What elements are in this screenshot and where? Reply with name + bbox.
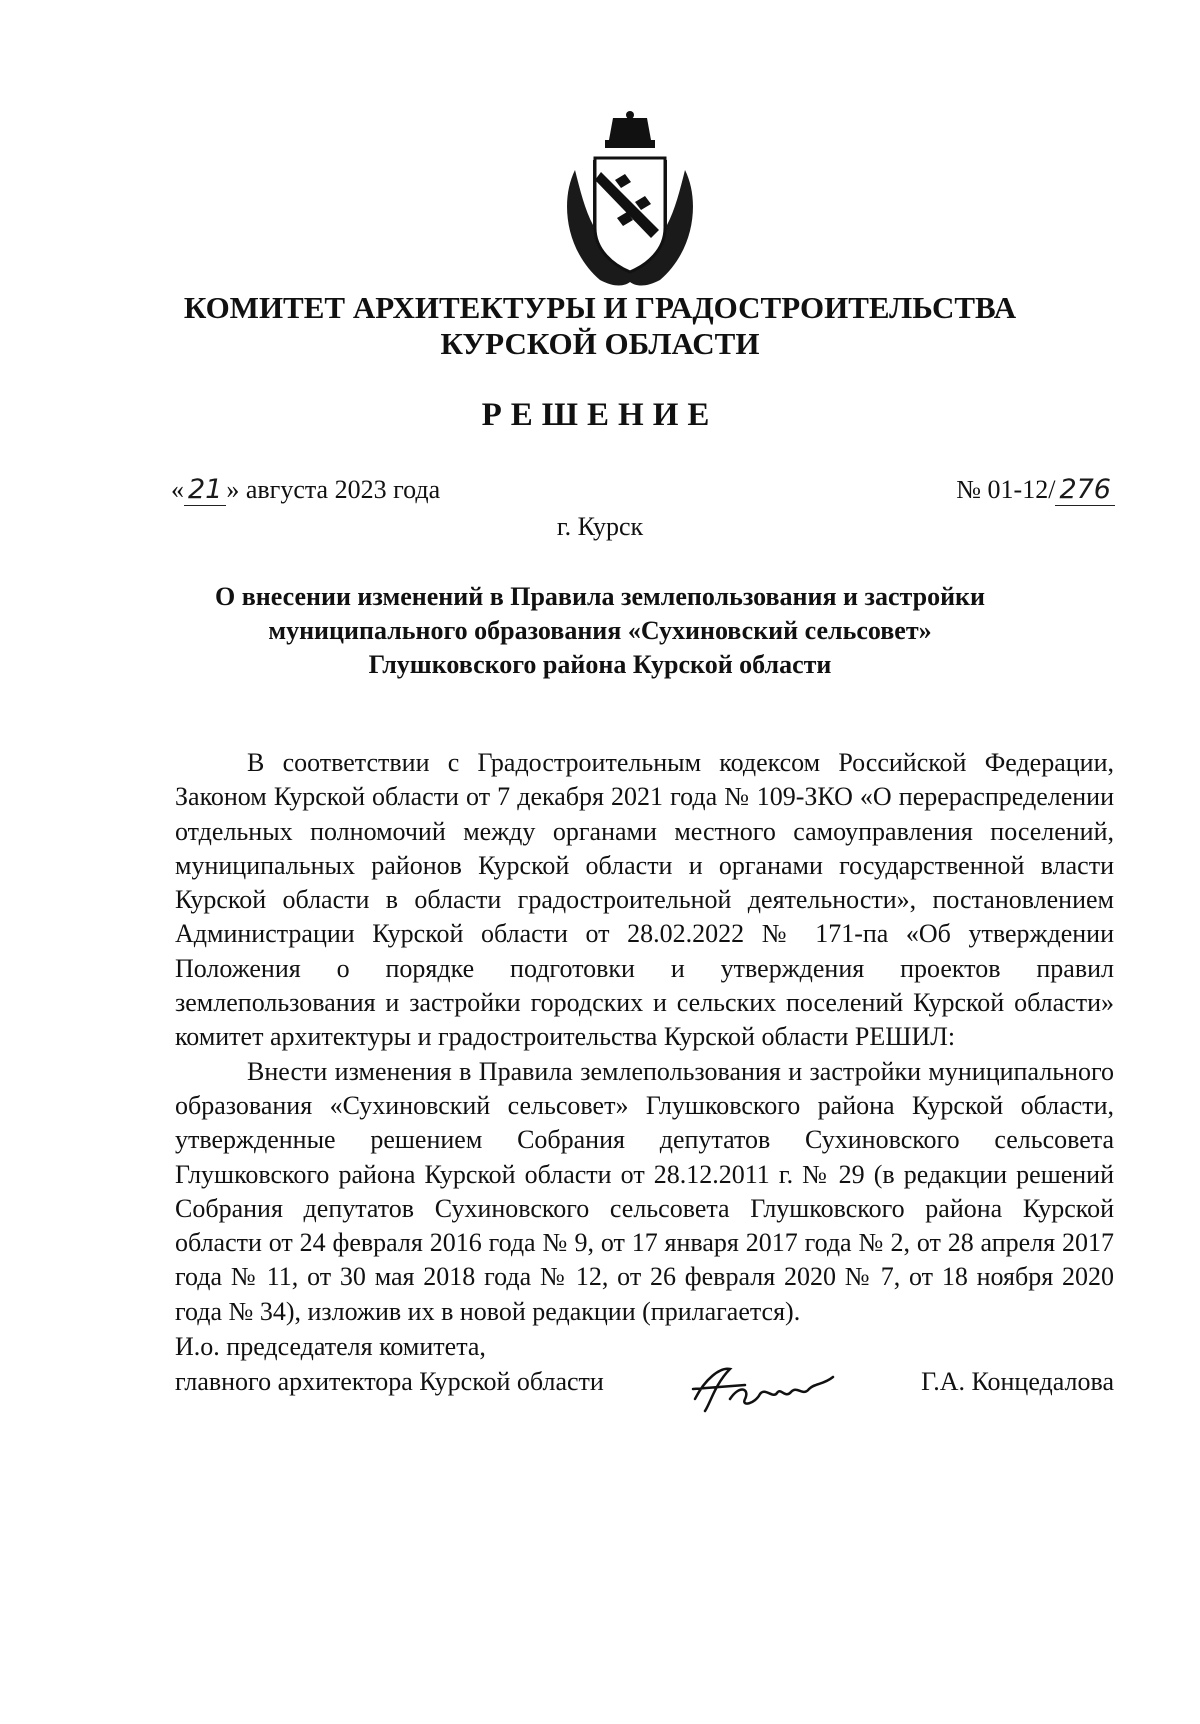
signature-block bbox=[175, 1329, 1114, 1399]
document-date bbox=[171, 474, 440, 506]
body-paragraph-2: Внести изменения в Правила землепользования и застройки муниципального образования «Сухиновский сельсовет» Глушковского района Курской области, утвержденные решением Собрания депутатов Сухиновского сельсовета Глушковского района Курской области от 28.12.2011 г. № 29 (в редакции решений Собрания депутатов Сухиновского сельсовета Глушковского района Курской области от 24 февраля 2016 года № 9, от 17 января 2017 года № 2, от 28 апреля 2017 года № 11, от 30 мая 2018 года № 12, от 26 февраля 2020 № 7, от 18 ноября 2020 года № 34), изложив их в новой редакции (прилагается). bbox=[175, 1056, 1114, 1326]
organization-line-2: КУРСКОЙ ОБЛАСТИ bbox=[440, 326, 760, 361]
handwritten-signature bbox=[685, 1359, 840, 1417]
coat-of-arms-emblem bbox=[555, 110, 705, 290]
document-body bbox=[175, 746, 1114, 1329]
date-day-handwritten: 21 bbox=[184, 474, 226, 506]
signer-title-line-2: главного архитектора Курской области bbox=[175, 1367, 604, 1396]
number-prefix: № 01-12/ bbox=[956, 475, 1056, 504]
date-open-quote: « bbox=[171, 475, 184, 504]
subject-line-2: муниципального образования «Сухиновский сельсовет» bbox=[268, 616, 932, 645]
date-rest: » августа 2023 года bbox=[226, 475, 441, 504]
signer-title-line-1: И.о. председателя комитета, bbox=[175, 1332, 486, 1361]
body-paragraph-1: В соответствии с Градостроительным кодексом Российской Федерации, Законом Курской области от 7 декабря 2021 года № 109-ЗКО «О перераспределении отдельных полномочий между органами местного самоуправления поселений, муниципальных районов Курской области и органами государственной власти Курской области в области градостроительной деятельности», постановлением Администрации Курской области от 28.02.2022 № 171-па «Об утверждении Положения о порядке подготовки и утверждения проектов правил землепользования и застройки городских и сельских поселений Курской области» комитет архитектуры и градостроительства Курской области РЕШИЛ: bbox=[175, 748, 1114, 1052]
number-value-handwritten: 276 bbox=[1055, 474, 1115, 506]
organization-line-1: КОМИТЕТ АРХИТЕКТУРЫ И ГРАДОСТРОИТЕЛЬСТВА bbox=[183, 290, 1017, 325]
organization-name bbox=[0, 290, 1200, 362]
subject-line-3: Глушковского района Курской области bbox=[368, 650, 832, 679]
subject-line-1: О внесении изменений в Правила землепользования и застройки bbox=[214, 582, 986, 611]
document-type: РЕШЕНИЕ bbox=[481, 397, 719, 433]
document-subject bbox=[0, 580, 1200, 682]
document-city: г. Курск bbox=[556, 512, 644, 541]
document-number bbox=[956, 474, 1115, 506]
signer-name: Г.А. Концедалова bbox=[921, 1367, 1114, 1396]
